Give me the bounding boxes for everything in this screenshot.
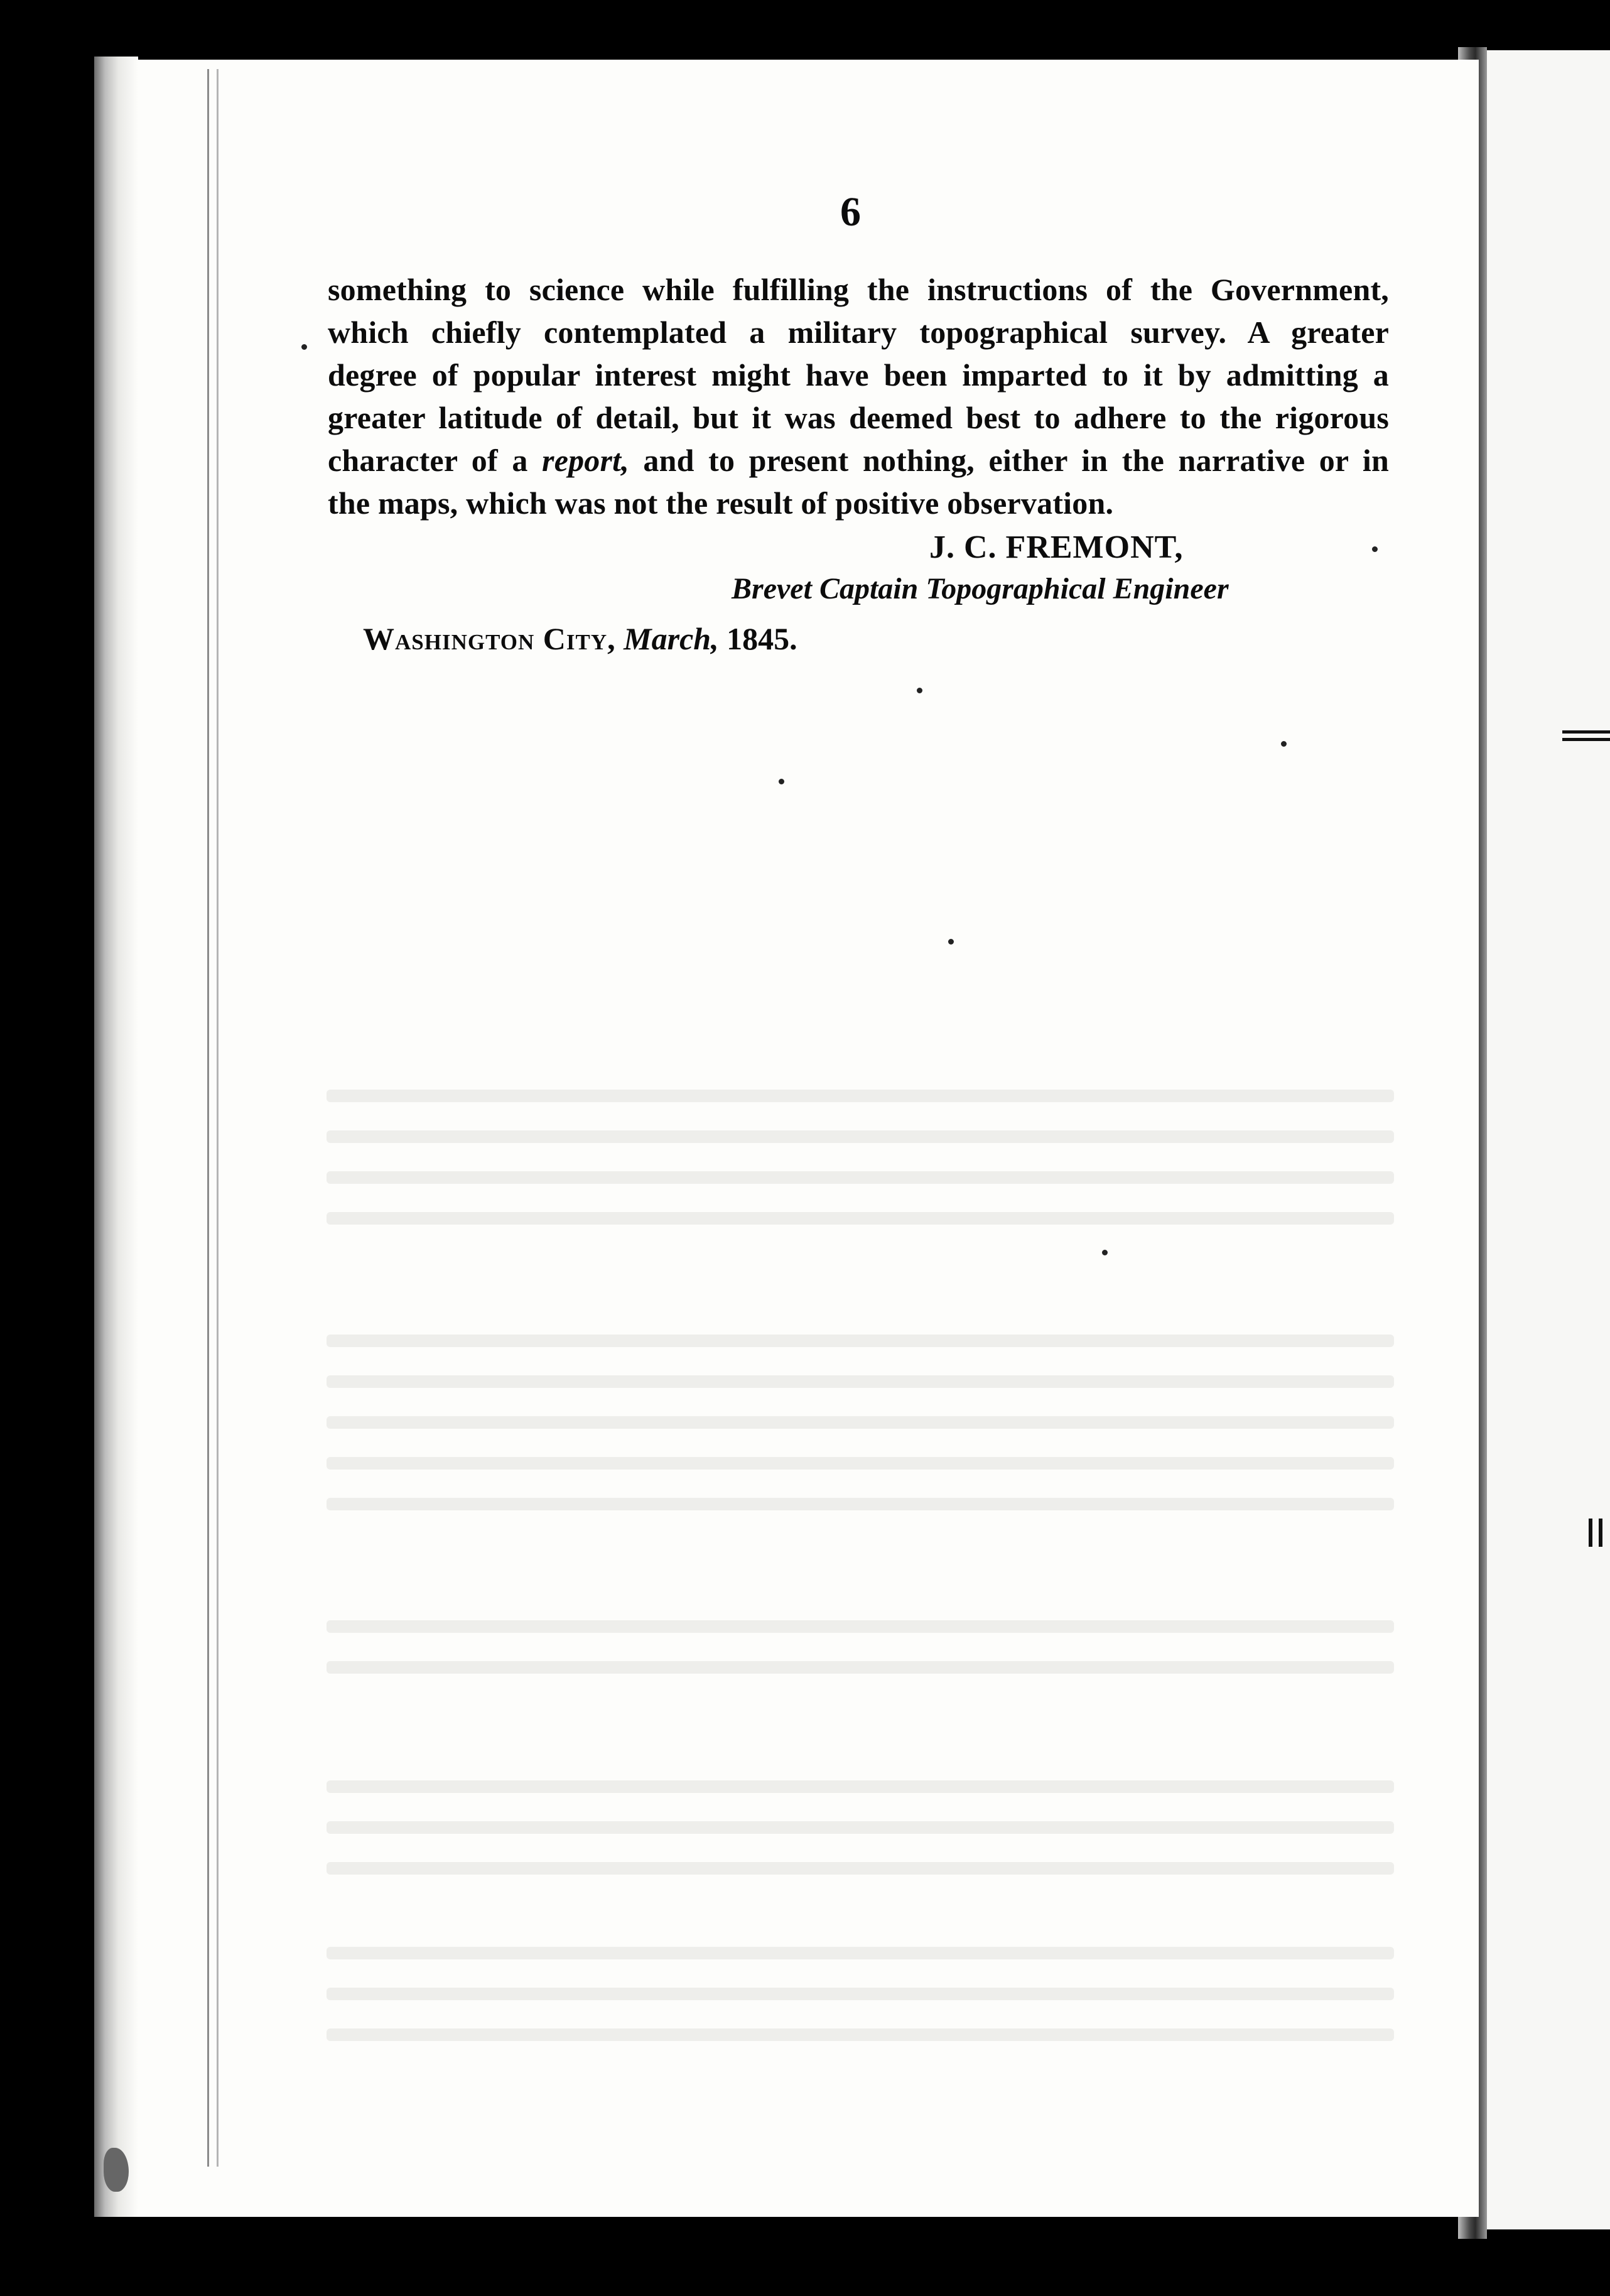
line-text: character of a (328, 443, 543, 478)
page-number: 6 (840, 189, 861, 235)
show-through-text (327, 1212, 1394, 1225)
gutter-line (207, 69, 209, 2167)
paragraph-line (328, 442, 1389, 479)
margin-mark (1589, 1519, 1592, 1547)
show-through-text (327, 1457, 1394, 1470)
signature-name: J. C. FREMONT, (929, 529, 1184, 565)
binding-shadow (94, 57, 138, 2217)
line-text: and to present nothing, either in the narrative or in (629, 443, 1390, 478)
speck (1281, 741, 1287, 747)
show-through-text (327, 1661, 1394, 1674)
speck (917, 688, 922, 693)
speck (779, 779, 784, 784)
paragraph-line: degree of popular interest might have been imparted to it by admitting a (328, 357, 1389, 393)
italic-word: report, (542, 443, 629, 478)
show-through-text (327, 2028, 1394, 2041)
margin-mark (1562, 738, 1610, 741)
paragraph-line: the maps, which was not the result of positive observation. (328, 485, 1114, 521)
paragraph-line: greater latitude of detail, but it was deemed best to adhere to the rigorous (328, 400, 1389, 435)
month: March, (624, 621, 719, 656)
show-through-text (327, 1988, 1394, 2000)
speck (1102, 1250, 1108, 1255)
place: Washington City, (363, 621, 616, 656)
signature-title: Brevet Captain Topographical Engineer (732, 572, 1229, 605)
show-through-text (327, 1130, 1394, 1143)
show-through-text (327, 1375, 1394, 1388)
speck (1372, 546, 1378, 552)
show-through-text (327, 1090, 1394, 1102)
paragraph-line: which chiefly contemplated a military topographical survey. A greater (328, 315, 1389, 350)
show-through-text (327, 1171, 1394, 1184)
margin-mark (1562, 730, 1610, 734)
show-through-text (327, 1498, 1394, 1510)
show-through-text (327, 1416, 1394, 1429)
speck (301, 344, 307, 350)
show-through-text (327, 1780, 1394, 1793)
speck (948, 939, 954, 945)
place-date (363, 620, 797, 657)
show-through-text (327, 1947, 1394, 1959)
show-through-text (327, 1862, 1394, 1875)
show-through-text (327, 1335, 1394, 1347)
year: 1845. (727, 621, 797, 656)
gutter-line (217, 69, 219, 2167)
show-through-text (327, 1620, 1394, 1633)
show-through-text (327, 1821, 1394, 1834)
margin-mark (1599, 1519, 1602, 1547)
paragraph-line: something to science while fulfilling the instructions of the Government, (328, 272, 1389, 307)
